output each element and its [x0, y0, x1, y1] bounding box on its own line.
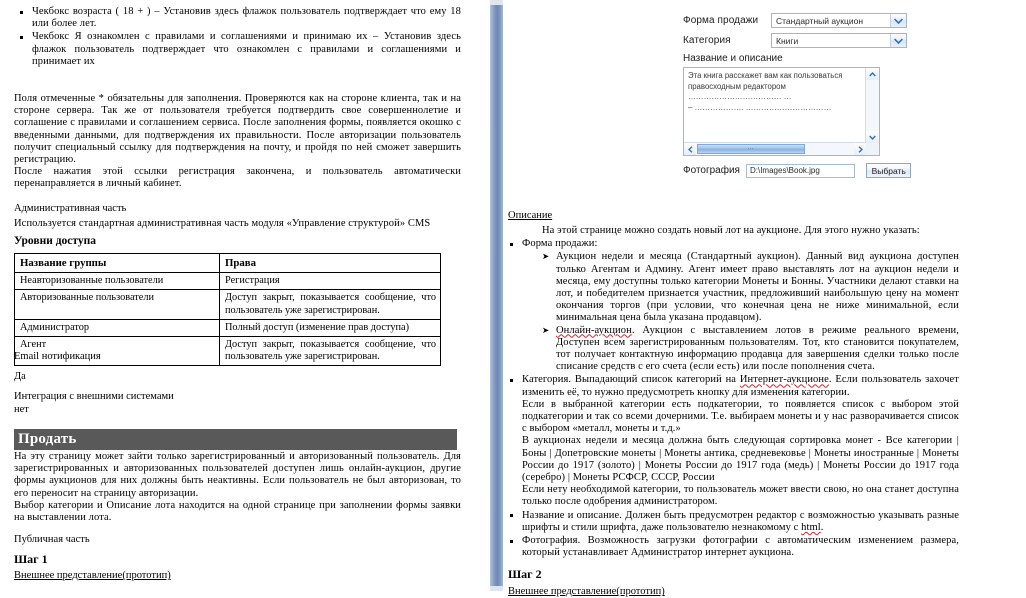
category-paragraph-custom: Если нету необходимой категории, то пользователь может ввести свою, но она станет доступна только после одобрения администратором. — [522, 484, 959, 508]
step-1-title: Шаг 1 — [14, 552, 48, 567]
form-row-photo — [683, 163, 911, 178]
category-paragraph-sorting: В аукционах недели и месяца должна быть следующая сортировка монет - Все категории | Боны | Допетровские монеты | Монеты антика, средневековье | Монеты иностранные | Монеты России до 1917 (золото) | Монеты России до 1917 года (медь) | Монеты России до 1917 года (серебро) | Монеты РСФСР, СССР, России — [522, 435, 959, 484]
sale-form-sublist — [542, 251, 959, 373]
textarea-vertical-scrollbar[interactable] — [865, 68, 879, 143]
right-page — [503, 0, 1026, 598]
paragraph-sell-category: Выбор категории и Описание лота находится на одной странице при заполнении формы заявки на выставлении лота. — [14, 499, 461, 524]
textarea-horizontal-scrollbar[interactable] — [684, 142, 866, 155]
sale-form-item-online — [556, 325, 959, 374]
cell-group-name: Агент — [15, 337, 220, 366]
top-bullet-list — [18, 6, 461, 68]
sale-form-select[interactable] — [771, 13, 907, 28]
admin-part-text: Используется стандартная административная часть модуля «Управление структурой» CMS — [14, 218, 431, 229]
column-header-group: Название группы — [15, 254, 220, 273]
category-paragraph-subcategories: Если в выбранной категории есть подкатегории, то появляется список с выбором этой подкатегории и так со всеми дочерними. Т.е. выбираем монеты и у нас разворачивается список с выбором «металл, монеты и т.д.» — [522, 398, 959, 435]
cell-rights: Доступ закрыт, показывается сообщение, что пользователь уже зарегистрирован. — [220, 290, 441, 319]
list-item — [542, 325, 959, 374]
list-item — [508, 535, 959, 559]
description-intro: На этой странице можно создать новый лот на аукционе. Для этого нужно указать: — [542, 225, 920, 236]
divider-cap-top — [490, 0, 503, 5]
scroll-right-icon[interactable] — [854, 143, 866, 155]
description-textarea[interactable] — [683, 67, 880, 156]
paragraph-required-fields: Поля отмеченные * обязательны для заполнения. Проверяются как на стороне клиента, так и на стороне сервера. Так же от пользователя требуется подтвердить свое совершеннолетие и соглашение с правилами и соглашением сервиса. После заполнения формы, появляется окошко с введенными данными, для подтверждения их правильности. После авторизации пользователь получит специальный ссылку для подтверждения на почту, и пройдя по ней сможет завершить регистрацию. — [14, 93, 461, 166]
cell-rights: Полный доступ (изменение прав доступа) — [220, 319, 441, 336]
html-term: html — [801, 521, 821, 533]
category-text-part1: Категория. Выпадающий список категорий на — [522, 374, 740, 386]
online-auction-term: Онлайн-аукцион — [556, 324, 632, 336]
photo-path-input[interactable]: D:\Images\Book.jpg — [746, 164, 855, 178]
table-row — [15, 273, 441, 290]
column-header-rights: Права — [220, 254, 441, 273]
access-levels-title: Уровни доступа — [14, 235, 96, 248]
bullet-category — [522, 374, 959, 398]
divider-cap-bottom — [490, 586, 503, 591]
email-notification-label: Email нотификация — [14, 351, 101, 362]
scrollbar-corner — [866, 143, 879, 155]
description-textarea-value — [688, 71, 863, 113]
prototype-subtitle-right: Внешнее представление(прототип) — [508, 586, 665, 598]
step-2-title: Шаг 2 — [508, 567, 542, 582]
scroll-up-icon[interactable] — [866, 68, 879, 80]
prototype-subtitle-left: Внешнее представление(прототип) — [14, 570, 171, 582]
table-header-row — [15, 254, 441, 273]
label-category: Категория — [683, 35, 731, 46]
choose-file-button[interactable]: Выбрать — [866, 163, 911, 178]
description-line-3: – ………………. …………………………… — [688, 102, 832, 112]
name-desc-part3: . — [820, 521, 824, 533]
description-section-title: Описание — [508, 210, 553, 221]
cell-group-name: Неавторизованные пользователи — [15, 273, 220, 290]
horizontal-scroll-thumb[interactable] — [697, 144, 805, 154]
integration-label: Интеграция с внешними системами — [14, 391, 174, 402]
list-item — [508, 510, 959, 534]
label-photo: Фотография — [683, 165, 740, 176]
chevron-down-icon[interactable] — [890, 14, 906, 27]
page-divider — [490, 0, 503, 591]
description-line-2: правосходным редактором ……………………………… … — [688, 81, 792, 101]
table-row — [15, 319, 441, 336]
public-part-title: Публичная часть — [14, 534, 90, 546]
list-item — [542, 251, 959, 324]
bullet-sale-form-label: Форма продажи: — [522, 238, 598, 250]
cell-rights: Регистрация — [220, 273, 441, 290]
left-page — [0, 0, 470, 591]
cell-group-name: Администратор — [15, 319, 220, 336]
bullet-text-terms-checkbox: Чекбокс Я ознакомлен с правилами и соглашениями и принимаю их – Установив здесь флажок пользователь подтверждает что ознакомлен с правилами и соглашениями и принимает их — [32, 31, 461, 67]
scroll-down-icon[interactable] — [866, 131, 879, 143]
integration-value: нет — [14, 404, 29, 415]
name-desc-part1: Название и описание. Должен быть предусмотрен редактор с возможностью указывать разные шрифты и стили шрифта, даже пользователю незнакомому с — [522, 509, 959, 533]
cell-rights: Доступ закрыт, показывается сообщение, что пользователь уже зарегистрирован. — [220, 337, 441, 366]
scroll-left-icon[interactable] — [684, 143, 696, 155]
category-select[interactable] — [771, 33, 907, 48]
bullet-name-and-description — [522, 510, 959, 534]
table-row — [15, 290, 441, 319]
section-heading-sell: Продать — [14, 429, 457, 450]
email-notification-value: Да — [14, 371, 26, 382]
paragraph-sell-access: На эту страницу может зайти только зарегистрированный и авторизованный пользователь. Для зарегистрированных и авторизованных пользователей доступен лишь онлайн-аукцион, другие формы аукционов для них должны быть неактивны. Если пользователь не был авторизован, то его переносит на страницу авторизации. — [14, 451, 461, 499]
sale-form-item-standard: ➤ Аукцион недели и месяца (Стандартный аукцион). Данный вид аукциона доступен только Агентам и Админу. Агент имеет право выставлять лот на аукцион недели и месяца, ему доступны только категории Монеты и Бонны. Участники делают ставки на лот, и победителем признается участник, предложивший наибольшую цену на момент окончания торгов (при условии, что конечная цена не ниже минимальной, если минимальная цена была указана продавцом). — [556, 251, 959, 324]
label-name-and-description: Название и описание — [683, 53, 783, 64]
internet-auction-term: Интернет-аукционе — [739, 374, 829, 386]
bullet-photo: Фотография. Возможность загрузки фотографии с автоматическим изменением размера, который устанавливает Администратор интернет аукциона. — [522, 535, 959, 559]
label-sale-form: Форма продажи — [683, 15, 759, 26]
vertical-scroll-thumb[interactable] — [867, 81, 878, 83]
form-row-category — [683, 33, 911, 48]
scroll-thumb-grip: ⋯ — [747, 146, 755, 153]
list-item — [18, 31, 461, 68]
admin-part-title: Административная часть — [14, 203, 127, 214]
cell-group-name: Авторизованные пользователи — [15, 290, 220, 319]
list-item — [18, 6, 461, 30]
sale-form-selected-value: Стандартный аукцион — [776, 15, 864, 26]
list-item — [508, 374, 959, 508]
description-line-1: Эта книга расскажет вам как пользоваться — [688, 71, 843, 80]
category-text-part3: . Если пользователь захочет изменить её, то нужно предусмотреть кнопку для изменения категории. — [522, 374, 959, 398]
chevron-down-icon[interactable] — [890, 34, 906, 47]
description-bullet-list — [508, 238, 959, 559]
sell-form-prototype — [683, 13, 911, 178]
paragraph-after-link: После нажатия этой ссылки регистрация закончена, и пользователь автоматически перенаправляется в личный кабинет. — [14, 166, 461, 190]
list-item — [508, 238, 959, 373]
form-row-sale-form — [683, 13, 911, 28]
online-auction-rest: . Аукцион с выставлением лотов в режиме реального времени, Доступен всем зарегистрированным пользователям. Тот, кто становится покупателем, тот получает контактную информацию продавца для завершения сделки только после списание средств с его счета (если есть) или после пополнения счета. — [556, 324, 959, 373]
bullet-text-age-checkbox: Чекбокс возраста ( 18 + ) – Установив здесь флажок пользователь подтверждает что ему 18 или более лет. — [32, 6, 461, 30]
category-selected-value: Книги — [776, 35, 799, 46]
